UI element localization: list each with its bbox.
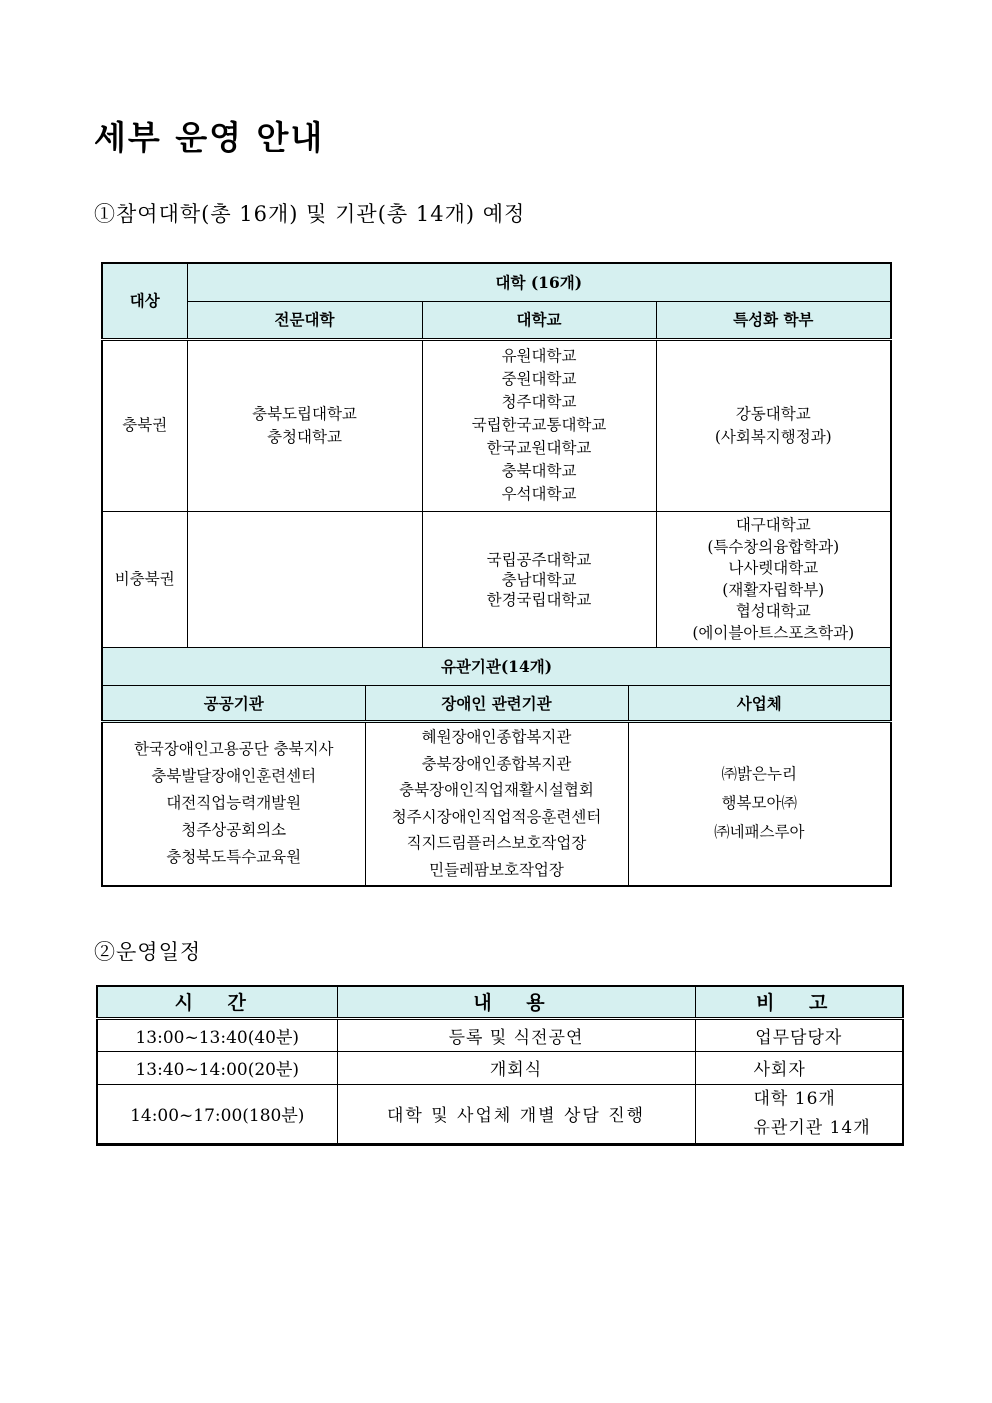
note-cell — [695, 1084, 903, 1144]
note-cell: 사회자 — [695, 1051, 903, 1084]
junior-college-cell — [187, 339, 422, 511]
col-header-public: 공공기관 — [102, 686, 365, 722]
list-item: 대전직업능력개발원 — [166, 794, 302, 813]
list-item: 우석대학교 — [501, 485, 577, 503]
table-row — [97, 1051, 903, 1084]
content-cell: 개회식 — [337, 1051, 695, 1084]
public-institutions-cell — [102, 722, 365, 886]
section-participants-heading: ①참여대학(총 16개) 및 기관(총 14개) 예정 — [94, 202, 526, 226]
university-header: 대학 (16개) — [187, 263, 891, 301]
col-header-content: 내 용 — [337, 986, 695, 1018]
list-item: ㈜네패스루아 — [714, 823, 805, 842]
list-item: 충청북도특수교육원 — [166, 848, 302, 867]
participants-table — [101, 262, 892, 650]
col-header-university: 대학교 — [422, 301, 656, 339]
table-row — [102, 339, 891, 511]
business-cell — [628, 722, 891, 886]
schedule-table — [96, 985, 904, 1146]
list-item: 대구대학교 — [735, 516, 811, 535]
region-cell: 비충북권 — [102, 511, 187, 649]
list-item: 국립공주대학교 — [486, 550, 592, 569]
table-row — [97, 1084, 903, 1144]
list-item: (재활자립학부) — [722, 580, 825, 599]
list-item: 청주상공회의소 — [181, 821, 287, 840]
list-item: 중원대학교 — [501, 370, 577, 388]
section-schedule-heading: ②운영일정 — [94, 940, 202, 964]
university-cell — [422, 511, 656, 649]
university-cell — [422, 339, 656, 511]
special-dept-cell — [656, 511, 891, 649]
list-item: 직지드림플러스보호작업장 — [406, 834, 587, 853]
table-row — [102, 722, 891, 886]
col-header-note: 비 고 — [695, 986, 903, 1018]
region-cell: 충북권 — [102, 339, 187, 511]
list-item: 나사렛대학교 — [728, 559, 819, 578]
list-item: 협성대학교 — [735, 602, 811, 621]
note-line: 대학 16개 — [753, 1088, 836, 1109]
col-header-business: 사업체 — [628, 686, 891, 722]
list-item: 한국장애인고용공단 충북지사 — [133, 740, 334, 759]
list-item: 충청대학교 — [267, 427, 342, 446]
list-item: 충북장애인종합복지관 — [421, 754, 572, 773]
list-item: (특수창의융합학과) — [707, 537, 840, 556]
list-item: 청주시장애인직업적응훈련센터 — [391, 807, 602, 826]
note-line: 유관기관 14개 — [753, 1117, 871, 1138]
col-header-time: 시 간 — [97, 986, 337, 1018]
col-header-disability: 장애인 관련기관 — [365, 686, 628, 722]
list-item: 강동대학교 — [735, 404, 811, 423]
list-item: 충북대학교 — [501, 462, 577, 480]
list-item: (사회복지행정과) — [714, 427, 832, 446]
list-item: 행복모아㈜ — [721, 794, 797, 813]
list-item: (에이블아트스포츠학과) — [692, 623, 855, 642]
list-item: 한국교원대학교 — [486, 439, 592, 457]
col-header-junior-college: 전문대학 — [187, 301, 422, 339]
institutions-table — [101, 647, 892, 887]
time-cell: 14:00~17:00(180분) — [97, 1084, 337, 1144]
note-cell: 업무담당자 — [695, 1018, 903, 1051]
col-header-special-dept: 특성화 학부 — [656, 301, 891, 339]
target-header: 대상 — [102, 263, 187, 339]
institutions-header: 유관기관(14개) — [102, 648, 891, 686]
disability-institutions-cell — [365, 722, 628, 886]
content-cell: 대학 및 사업체 개별 상담 진행 — [337, 1084, 695, 1144]
special-dept-cell — [656, 339, 891, 511]
list-item: 민들레팜보호작업장 — [429, 860, 564, 879]
table-row — [97, 1018, 903, 1051]
list-item: 충북장애인직업재활시설협회 — [399, 781, 594, 800]
junior-college-cell — [187, 511, 422, 649]
list-item: 혜원장애인종합복지관 — [421, 728, 572, 747]
list-item: 충북발달장애인훈련센터 — [151, 767, 317, 786]
list-item: 충북도립대학교 — [252, 404, 357, 423]
list-item: ㈜밝은누리 — [721, 765, 797, 784]
content-cell: 등록 및 식전공연 — [337, 1018, 695, 1051]
list-item: 청주대학교 — [501, 393, 577, 411]
page-title: 세부 운영 안내 — [94, 118, 325, 157]
list-item: 충남대학교 — [501, 570, 577, 589]
time-cell: 13:40~14:00(20분) — [97, 1051, 337, 1084]
time-cell: 13:00~13:40(40분) — [97, 1018, 337, 1051]
table-row — [102, 511, 891, 649]
list-item: 유원대학교 — [501, 347, 577, 365]
list-item: 국립한국교통대학교 — [471, 416, 607, 434]
list-item: 한경국립대학교 — [486, 590, 592, 609]
